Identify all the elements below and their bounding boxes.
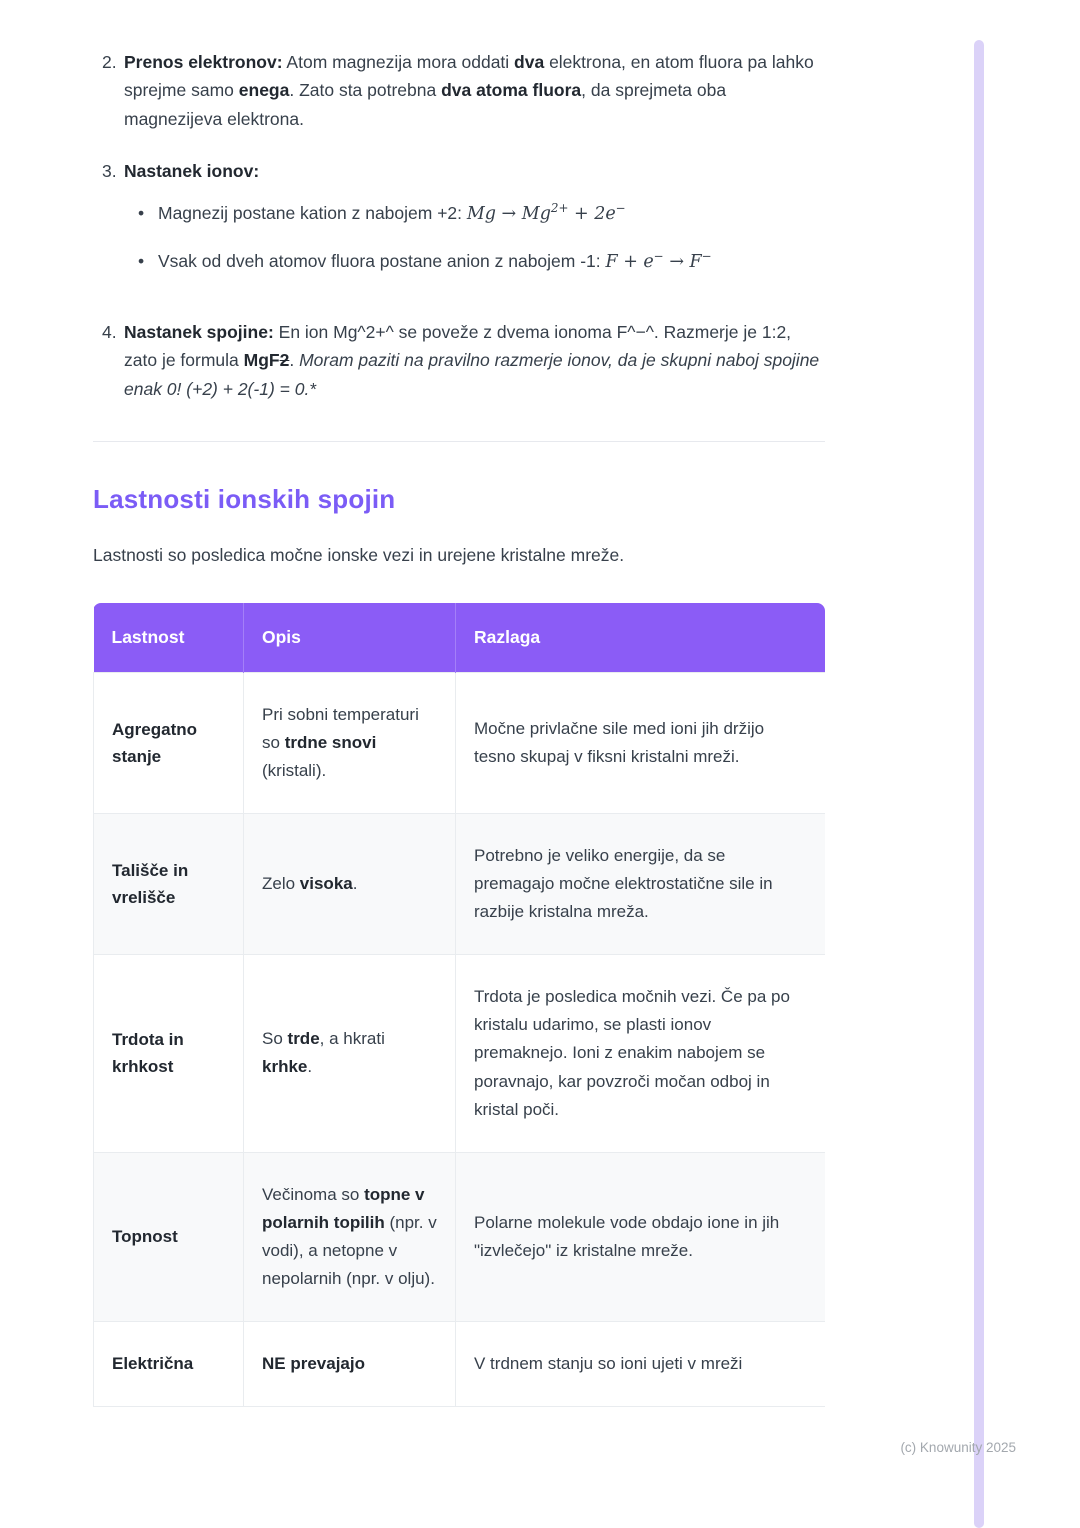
- list-item: [93, 157, 825, 294]
- section-divider: [93, 441, 825, 442]
- bullet-item: [124, 199, 825, 228]
- header-cell-opis: Opis: [244, 603, 456, 673]
- table-row: [94, 1321, 826, 1406]
- cell-lastnost: Električna: [94, 1321, 244, 1406]
- table-row: [94, 673, 826, 814]
- intro-paragraph: Lastnosti so posledica močne ionske vezi in urejene kristalne mreže.: [93, 545, 625, 566]
- list-number: 4.: [102, 322, 117, 343]
- cell-opis: Zelo visoka.: [244, 814, 456, 955]
- list-item-text: Prenos elektronov: Atom magnezija mora oddati dva elektrona, en atom fluora pa lahko sprejme samo enega. Zato sta potrebna dva atoma fluora, da sprejmeta oba magnezijeva elektrona.: [124, 52, 814, 129]
- cell-lastnost: Topnost: [94, 1152, 244, 1321]
- cell-opis: NE prevajajo: [244, 1321, 456, 1406]
- notes-content: [93, 48, 825, 1407]
- list-item: [93, 318, 825, 403]
- section-heading: Lastnosti ionskih spojin: [93, 484, 396, 515]
- table-row: [94, 955, 826, 1152]
- list-number: 2.: [102, 52, 117, 72]
- bullet-dot-icon: •: [138, 250, 145, 271]
- cell-razlaga: Potrebno je veliko energije, da se premagajo močne elektrostatične sile in razbije kristalna mreža.: [456, 814, 826, 955]
- list-item: [93, 48, 825, 133]
- watermark: (c) Knowunity 2025: [900, 1440, 1016, 1455]
- table-header-row: [94, 603, 826, 673]
- list-item-text: Nastanek spojine: En ion Mg^2+^ se poveže z dvema ionoma F^−^. Razmerje je 1:2, zato je formula MgF2. Moram paziti na pravilno razmerje ionov, da je skupni naboj spojine enak 0! (+2) + 2(-1) = 0.*: [124, 322, 820, 399]
- cell-razlaga: Polarne molekule vode obdajo ione in jih "izvlečejo" iz kristalne mreže.: [456, 1152, 826, 1321]
- table-row: [94, 1152, 826, 1321]
- list-number: 3.: [102, 161, 117, 182]
- cell-razlaga: V trdnem stanju so ioni ujeti v mreži: [456, 1321, 826, 1406]
- cell-opis: Večinoma so topne v polarnih topilih (npr. v vodi), a netopne v nepolarnih (npr. v olju).: [244, 1152, 456, 1321]
- cell-opis: So trde, a hkrati krhke.: [244, 955, 456, 1152]
- header-cell-lastnost: Lastnost: [94, 603, 244, 673]
- bullet-text: Magnezij postane kation z nabojem +2: $Mg \to Mg^{2+} + 2e^-$: [158, 201, 626, 225]
- cell-lastnost: Tališče in vrelišče: [94, 814, 244, 955]
- bullet-text: Vsak od dveh atomov fluora postane anion z nabojem -1: F + e− → F−: [158, 248, 712, 272]
- list-item-text: Nastanek ionov:: [124, 161, 260, 182]
- scrollbar-thumb[interactable]: [974, 40, 984, 1528]
- cell-razlaga: Močne privlačne sile med ioni jih držijo tesno skupaj v fiksni kristalni mreži.: [456, 673, 826, 814]
- bullet-dot-icon: •: [138, 203, 145, 224]
- cell-razlaga: Trdota je posledica močnih vezi. Če pa po kristalu udarimo, se plasti ionov premaknejo. Ioni z enakim nabojem se poravnajo, kar povzroči močan odboj in kristal poči.: [456, 955, 826, 1152]
- header-cell-razlaga: Razlaga: [456, 603, 826, 673]
- table-row: [94, 814, 826, 955]
- cell-opis: Pri sobni temperaturi so trdne snovi (kristali).: [244, 673, 456, 814]
- cell-lastnost: Trdota in krhkost: [94, 955, 244, 1152]
- sub-bullet-list: [124, 199, 825, 276]
- bullet-item: [124, 247, 825, 276]
- cell-lastnost: Agregatno stanje: [94, 673, 244, 814]
- properties-table: [93, 603, 825, 1407]
